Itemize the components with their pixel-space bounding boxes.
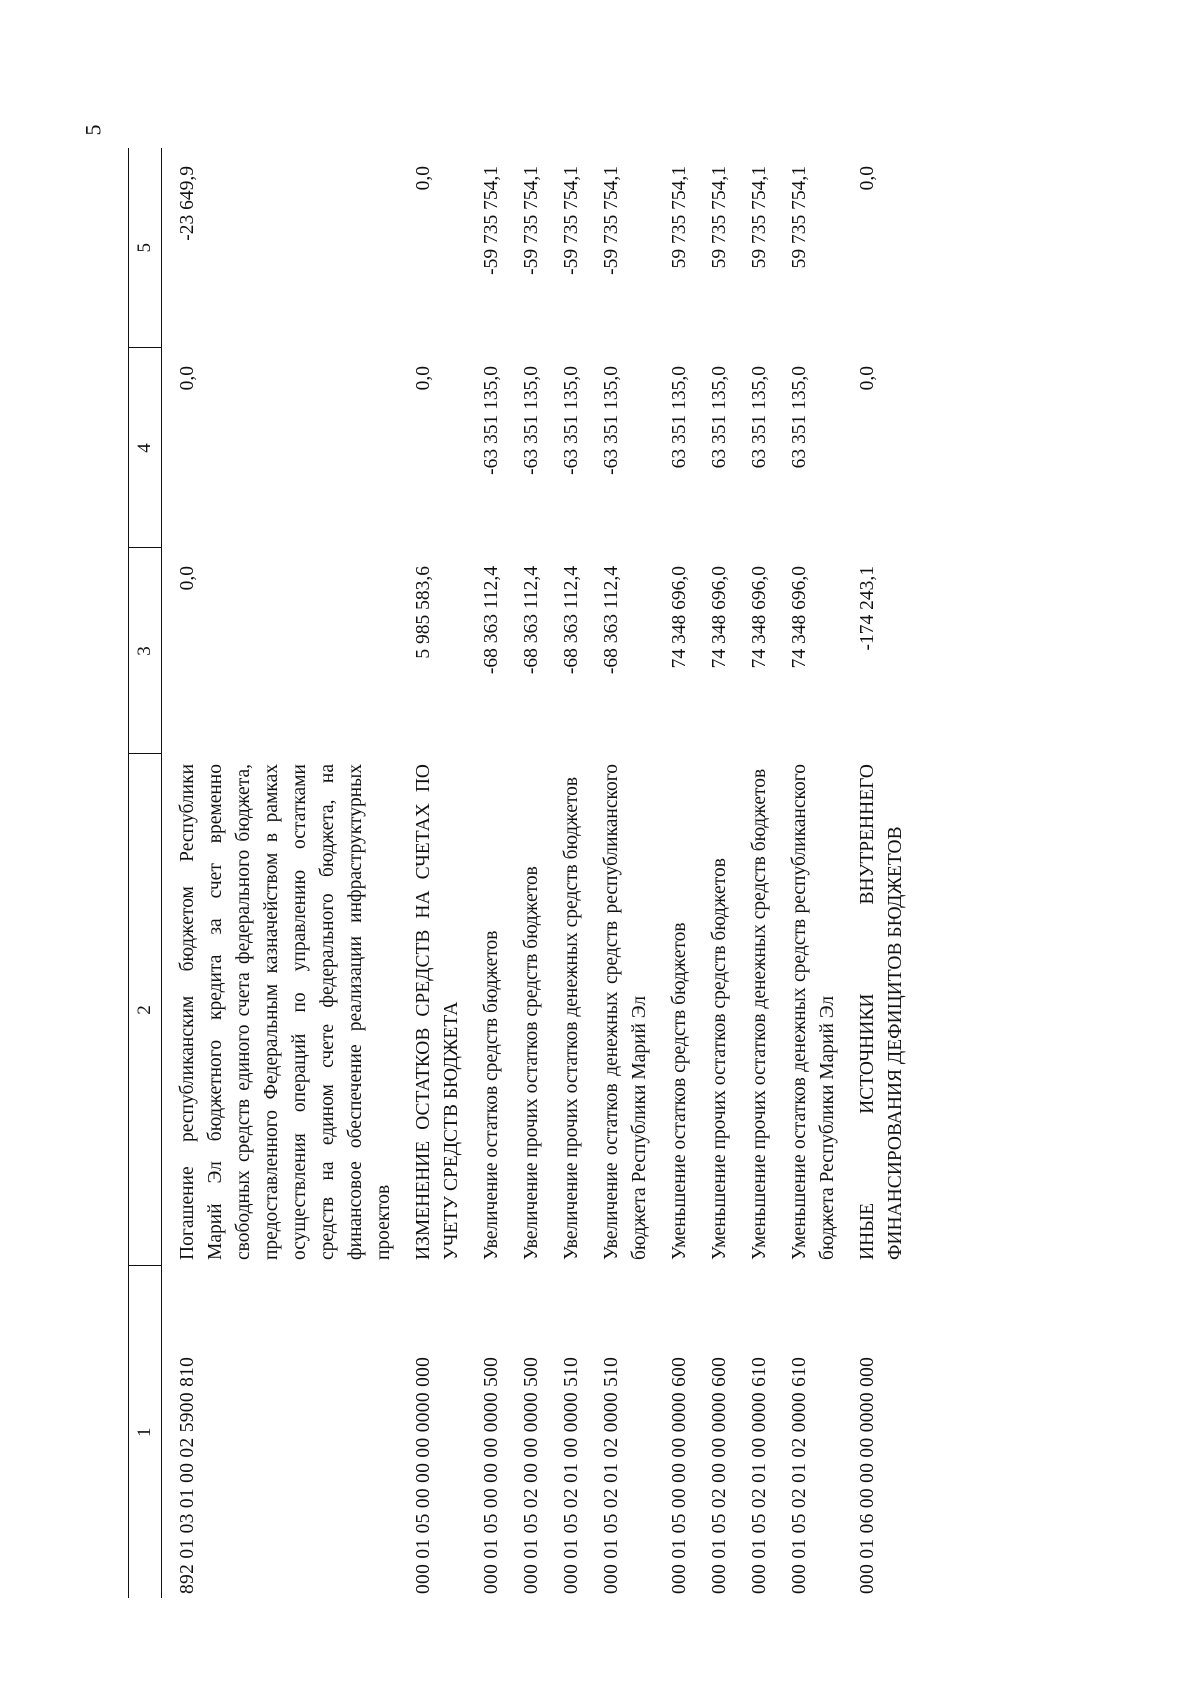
item-name-cell: Увеличение прочих остатков денежных средств бюджетов	[561, 776, 582, 1260]
value-col3-cell: 0,0	[177, 566, 198, 591]
table-row	[518, 148, 558, 1598]
item-name-cell: Увеличение прочих остатков средств бюджетов	[521, 866, 542, 1260]
table-row	[598, 148, 666, 1598]
budget-code-cell: 000 01 05 02 00 00 0000 500	[521, 1356, 542, 1594]
table-row	[666, 148, 706, 1598]
value-col3-cell: 74 348 696,0	[709, 566, 730, 669]
item-name-cell: Уменьшение остатков денежных средств республиканского бюджета Республики Марий Эл	[789, 764, 838, 1260]
value-col4-cell: -63 351 135,0	[561, 366, 582, 475]
value-col5-cell: 0,0	[413, 166, 434, 191]
value-col3-cell: 74 348 696,0	[789, 566, 810, 669]
value-col3-cell: 5 985 583,6	[413, 566, 434, 659]
value-col5-cell: -23 649,9	[177, 166, 198, 241]
table-row	[854, 148, 922, 1598]
value-col4-cell: -63 351 135,0	[521, 366, 542, 475]
value-col5-cell: -59 735 754,1	[561, 166, 582, 275]
budget-code-cell: 000 01 05 02 01 00 0000 510	[561, 1356, 582, 1594]
item-name-cell: Уменьшение прочих остатков денежных средств бюджетов	[749, 768, 770, 1260]
value-col3-cell: -68 363 112,4	[601, 566, 622, 675]
budget-code-cell: 892 01 03 01 00 02 5900 810	[177, 1356, 198, 1594]
value-col3-cell: -68 363 112,4	[561, 566, 582, 675]
value-col4-cell: 63 351 135,0	[669, 366, 690, 469]
item-name-cell: Погашение республиканским бюджетом Республики Марий Эл бюджетного кредита за счет временно свободных средств единого счета федерального бюджета, предоставленного Федеральным казначейством в рамках осуществления операций по управлению остатками средств на едином счете федерального бюджета, на финансовое обеспечение реализации инфраструктурных проектов	[177, 764, 394, 1260]
value-col5-cell: 59 735 754,1	[709, 166, 730, 269]
budget-code-cell: 000 01 05 02 01 02 0000 610	[789, 1356, 810, 1594]
item-name-cell: ИНЫЕ ИСТОЧНИКИ ВНУТРЕННЕГО ФИНАНСИРОВАНИЯ ДЕФИЦИТОВ БЮДЖЕТОВ	[857, 764, 906, 1260]
value-col3-cell: -174 243,1	[857, 566, 878, 651]
header-spacer	[162, 148, 175, 1598]
item-name-cell: ИЗМЕНЕНИЕ ОСТАТКОВ СРЕДСТВ НА СЧЕТАХ ПО УЧЕТУ СРЕДСТВ БЮДЖЕТА	[413, 764, 462, 1260]
value-col4-cell: 63 351 135,0	[789, 366, 810, 469]
value-col4-cell: 0,0	[177, 366, 198, 391]
value-col3-cell: 74 348 696,0	[669, 566, 690, 669]
value-col4-cell: 63 351 135,0	[709, 366, 730, 469]
table-row	[410, 148, 478, 1598]
item-name-cell: Уменьшение прочих остатков средств бюджетов	[709, 858, 730, 1260]
header-col-1: 1	[129, 1266, 162, 1598]
table-row	[558, 148, 598, 1598]
item-name-cell: Увеличение остатков средств бюджетов	[481, 930, 502, 1260]
page-number: 5	[80, 124, 106, 136]
table-row	[174, 148, 410, 1598]
item-name-cell: Увеличение остатков денежных средств республиканского бюджета Республики Марий Эл	[601, 764, 650, 1260]
value-col4-cell: 63 351 135,0	[749, 366, 770, 469]
value-col5-cell: -59 735 754,1	[601, 166, 622, 275]
header-col-3: 3	[129, 548, 162, 754]
header-col-2: 2	[129, 754, 162, 1266]
budget-code-cell: 000 01 05 00 00 00 0000 000	[413, 1356, 434, 1594]
value-col3-cell: -68 363 112,4	[481, 566, 502, 675]
value-col4-cell: -63 351 135,0	[481, 366, 502, 475]
budget-code-cell: 000 01 06 00 00 00 0000 000	[857, 1356, 878, 1594]
header-col-4: 4	[129, 348, 162, 548]
rotated-table-container	[128, 148, 988, 1598]
budget-code-cell: 000 01 05 02 01 00 0000 610	[749, 1356, 770, 1594]
budget-code-cell: 000 01 05 02 00 00 0000 600	[709, 1356, 730, 1594]
table-row	[786, 148, 854, 1598]
budget-code-cell: 000 01 05 00 00 00 0000 600	[669, 1356, 690, 1594]
value-col4-cell: -63 351 135,0	[601, 366, 622, 475]
budget-code-cell: 000 01 05 00 00 00 0000 500	[481, 1356, 502, 1594]
value-col5-cell: 0,0	[857, 166, 878, 191]
value-col5-cell: 59 735 754,1	[789, 166, 810, 269]
table-header-row	[129, 148, 162, 1598]
item-name-cell: Уменьшение остатков средств бюджетов	[669, 922, 690, 1260]
value-col5-cell: -59 735 754,1	[521, 166, 542, 275]
header-col-5: 5	[129, 148, 162, 348]
value-col3-cell: 74 348 696,0	[749, 566, 770, 669]
value-col4-cell: 0,0	[413, 366, 434, 391]
value-col4-cell: 0,0	[857, 366, 878, 391]
budget-sources-table	[128, 148, 922, 1598]
value-col5-cell: 59 735 754,1	[749, 166, 770, 269]
value-col5-cell: -59 735 754,1	[481, 166, 502, 275]
table-body	[174, 148, 922, 1598]
value-col5-cell: 59 735 754,1	[669, 166, 690, 269]
table-row	[706, 148, 746, 1598]
value-col3-cell: -68 363 112,4	[521, 566, 542, 675]
table-row	[746, 148, 786, 1598]
budget-code-cell: 000 01 05 02 01 02 0000 510	[601, 1356, 622, 1594]
table-row	[478, 148, 518, 1598]
